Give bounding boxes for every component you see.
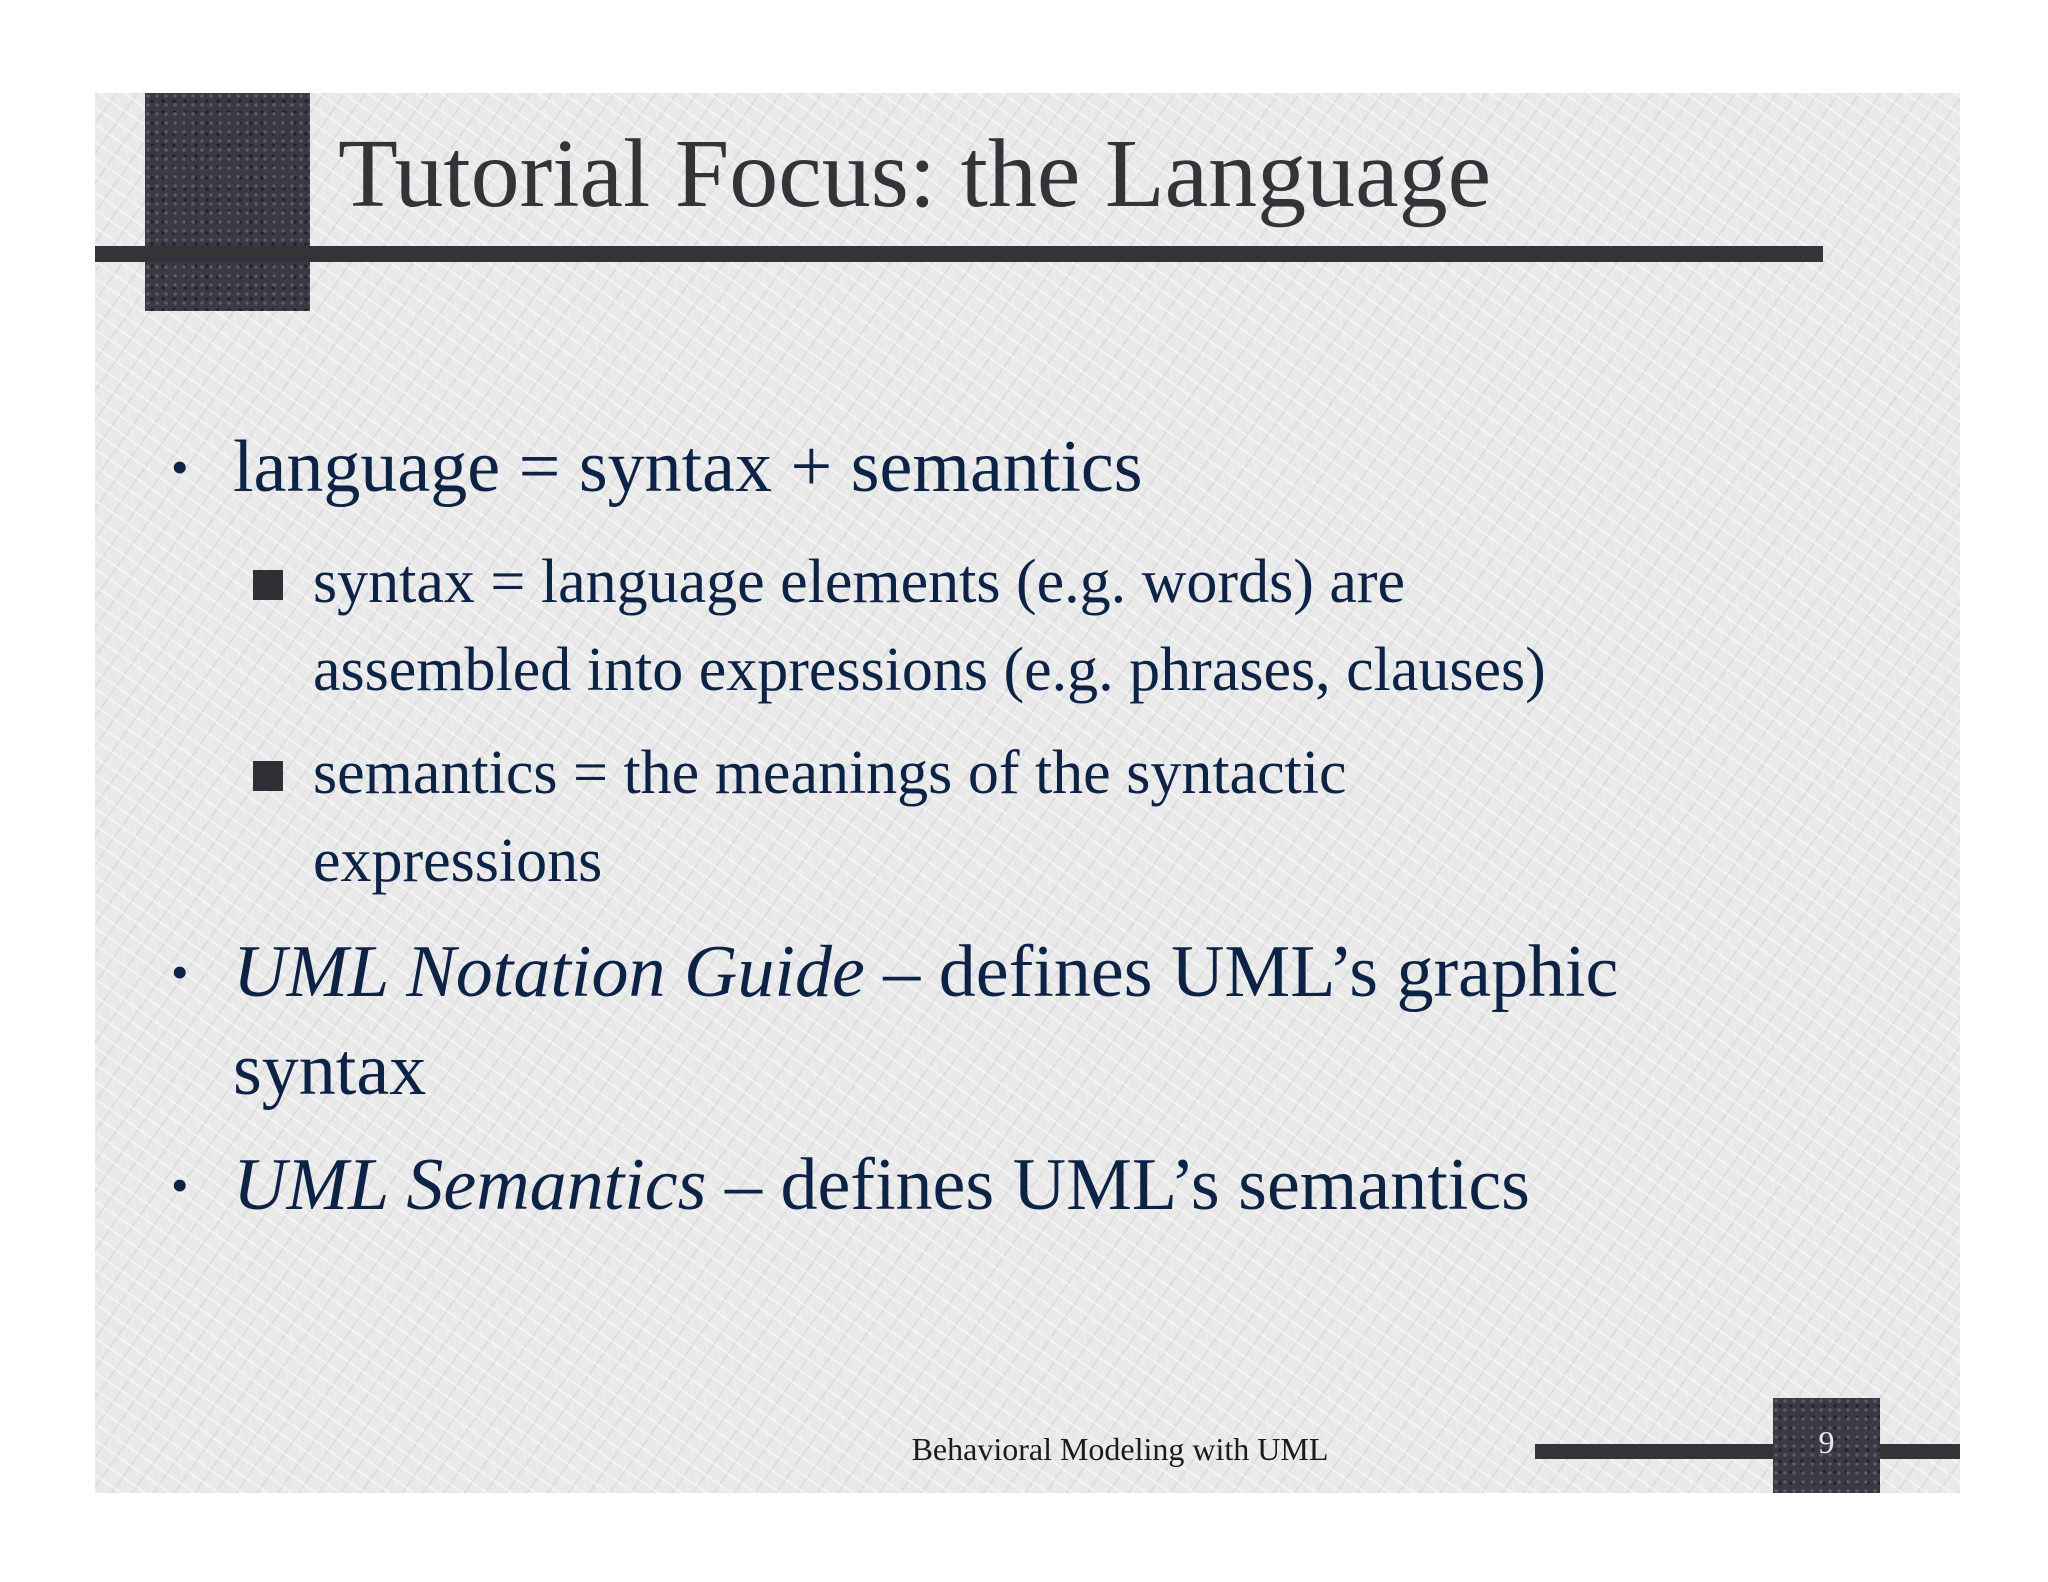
bullet-1-text: language = syntax + semantics xyxy=(233,426,1143,508)
bullet-dot: • xyxy=(171,1157,189,1213)
subbullet-1-line2: assembled into expressions (e.g. phrases, clauses) xyxy=(313,636,1546,704)
bullet-dot: • xyxy=(171,944,189,1000)
bullet-1 xyxy=(171,418,1913,516)
bullet-3 xyxy=(171,1136,1913,1234)
bullet-2-line2: syntax xyxy=(233,1029,427,1111)
footer-title: Behavioral Modeling with UML xyxy=(911,1431,1329,1467)
slide-title: Tutorial Focus: the Language xyxy=(338,120,1492,228)
bullet-2-rest: – defines UML’s graphic xyxy=(864,931,1619,1013)
subbullet-2-line2: expressions xyxy=(313,827,603,895)
page-number-block xyxy=(1773,1398,1880,1493)
bullet-3-emphasis: UML Semantics xyxy=(233,1144,707,1226)
subbullet-1-line1: syntax = language elements (e.g. words) are xyxy=(313,548,1406,616)
page-number: 9 xyxy=(1818,1424,1835,1460)
subbullet-2 xyxy=(313,729,1873,905)
bullet-3-rest: – defines UML’s semantics xyxy=(706,1144,1530,1226)
subbullet-2-line1: semantics = the meanings of the syntactic xyxy=(313,739,1347,807)
square-bullet-icon xyxy=(253,570,283,600)
bullet-dot: • xyxy=(171,439,189,495)
bullet-2 xyxy=(171,923,1913,1119)
subbullet-1 xyxy=(313,538,1873,714)
slide-content xyxy=(95,93,1960,1493)
slide xyxy=(95,93,1960,1493)
bullet-2-emphasis: UML Notation Guide xyxy=(233,931,865,1013)
square-bullet-icon xyxy=(253,761,283,791)
footer-rule xyxy=(1535,1444,1960,1459)
